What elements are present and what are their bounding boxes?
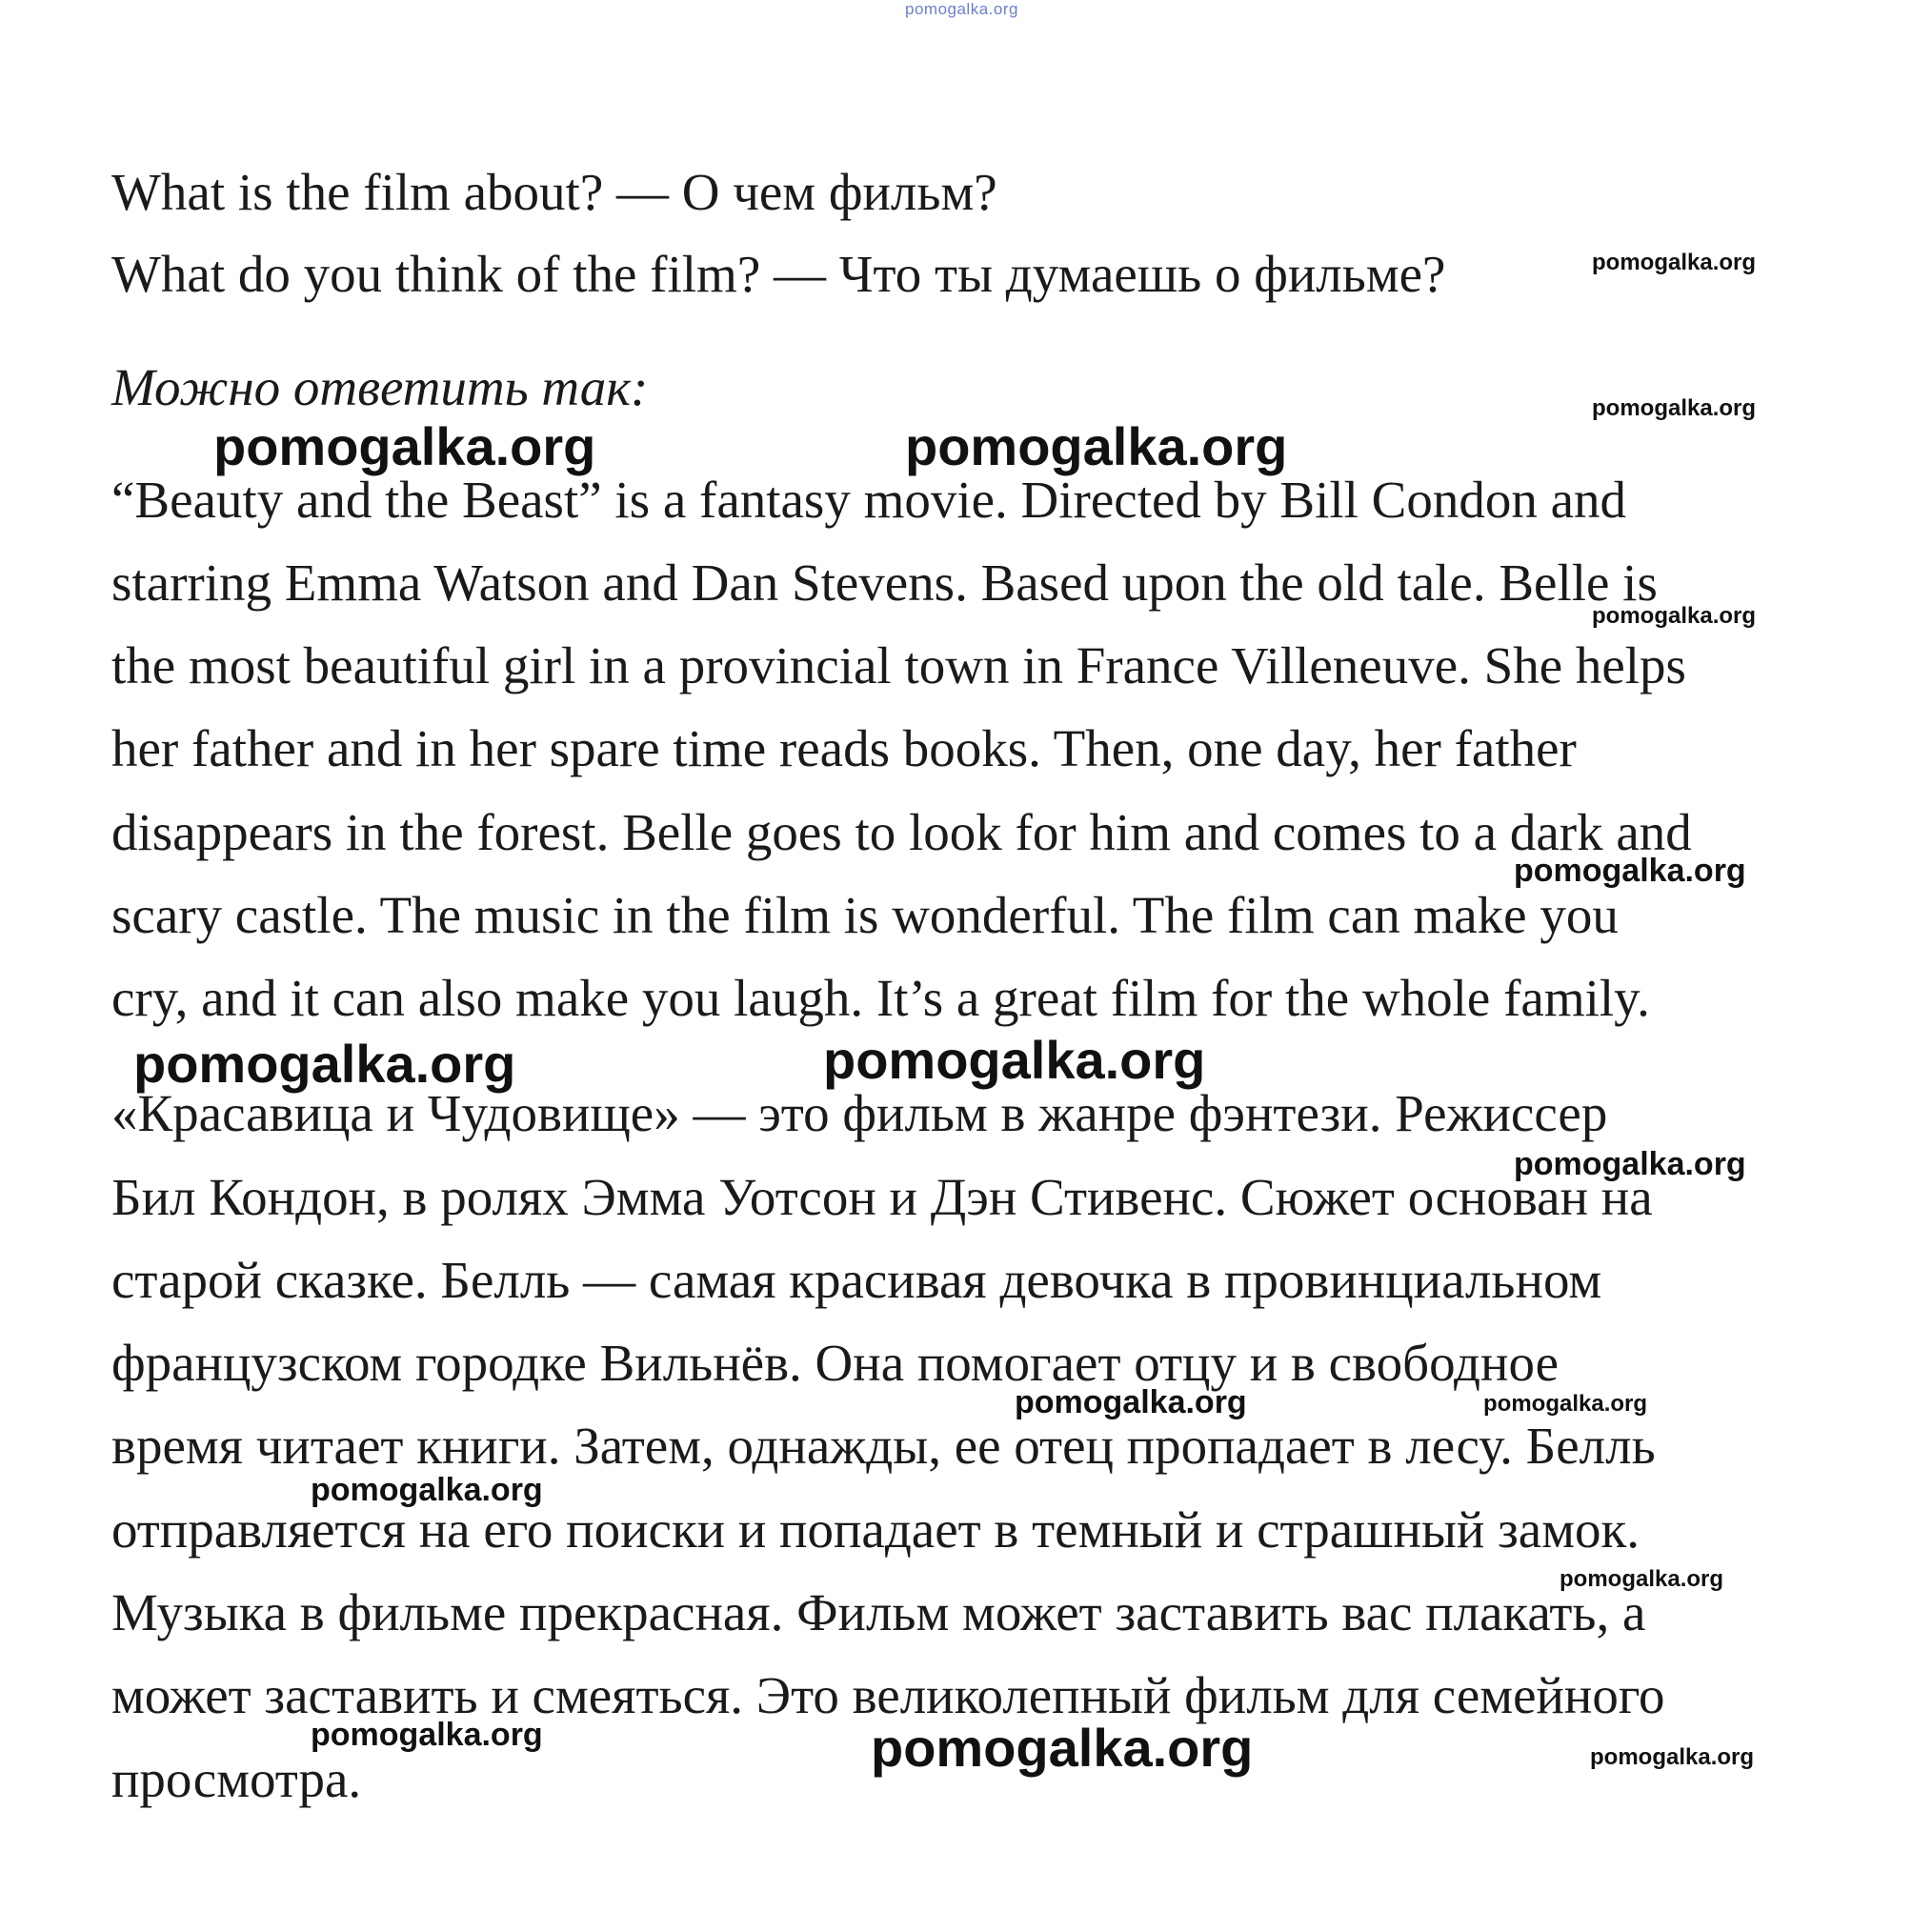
top-watermark: pomogalka.org xyxy=(905,0,1018,18)
answer-intro: Можно ответить так: xyxy=(111,358,649,416)
watermark: pomogalka.org xyxy=(1560,1566,1724,1592)
question-line: What is the film about? — О чем фильм? xyxy=(111,163,997,221)
watermark: pomogalka.org xyxy=(213,416,596,476)
watermark: pomogalka.org xyxy=(1592,250,1757,275)
watermark: pomogalka.org xyxy=(1483,1391,1648,1417)
watermark: pomogalka.org xyxy=(1592,603,1757,629)
russian-line: Музыка в фильме прекрасная. Фильм может заставить вас плакать, а xyxy=(111,1583,1646,1641)
russian-line: старой сказке. Белль — самая красивая девочка в провинциальном xyxy=(111,1251,1602,1309)
russian-line: время читает книги. Затем, однажды, ее отец пропадает в лесу. Белль xyxy=(111,1417,1656,1475)
english-line: “Beauty and the Beast” is a fantasy movie. Directed by Bill Condon and xyxy=(111,471,1627,529)
watermark: pomogalka.org xyxy=(1015,1384,1247,1420)
watermark: pomogalka.org xyxy=(905,416,1288,476)
watermark: pomogalka.org xyxy=(871,1718,1254,1778)
watermark: pomogalka.org xyxy=(1592,395,1757,421)
english-line: her father and in her spare time reads books. Then, one day, her father xyxy=(111,719,1577,777)
russian-line: французском городке Вильнёв. Она помогает отцу и в свободное xyxy=(111,1334,1560,1392)
watermark: pomogalka.org xyxy=(133,1034,516,1094)
russian-line: Бил Кондон, в ролях Эмма Уотсон и Дэн Стивенс. Сюжет основан на xyxy=(111,1168,1653,1226)
english-line: the most beautiful girl in a provincial town in France Villeneuve. She helps xyxy=(111,636,1686,694)
russian-line: может заставить и смеяться. Это великолепный фильм для семейного xyxy=(111,1666,1665,1724)
english-line: starring Emma Watson and Dan Stevens. Based upon the old tale. Belle is xyxy=(111,553,1658,612)
watermark: pomogalka.org xyxy=(1514,1146,1746,1182)
watermark: pomogalka.org xyxy=(311,1472,543,1508)
english-line: disappears in the forest. Belle goes to look for him and comes to a dark and xyxy=(111,803,1692,861)
russian-line: «Красавица и Чудовище» — это фильм в жанре фэнтези. Режиссер xyxy=(111,1084,1608,1142)
watermark: pomogalka.org xyxy=(823,1030,1206,1090)
watermark: pomogalka.org xyxy=(1590,1744,1755,1770)
english-line: scary castle. The music in the film is wonderful. The film can make you xyxy=(111,886,1619,944)
russian-line: просмотра. xyxy=(111,1750,362,1808)
english-line: cry, and it can also make you laugh. It’s a great film for the whole family. xyxy=(111,969,1650,1027)
watermark: pomogalka.org xyxy=(1514,853,1746,889)
watermark: pomogalka.org xyxy=(311,1717,543,1753)
russian-line: отправляется на его поиски и попадает в темный и страшный замок. xyxy=(111,1500,1640,1559)
question-line: What do you think of the film? — Что ты думаешь о фильме? xyxy=(111,245,1446,303)
